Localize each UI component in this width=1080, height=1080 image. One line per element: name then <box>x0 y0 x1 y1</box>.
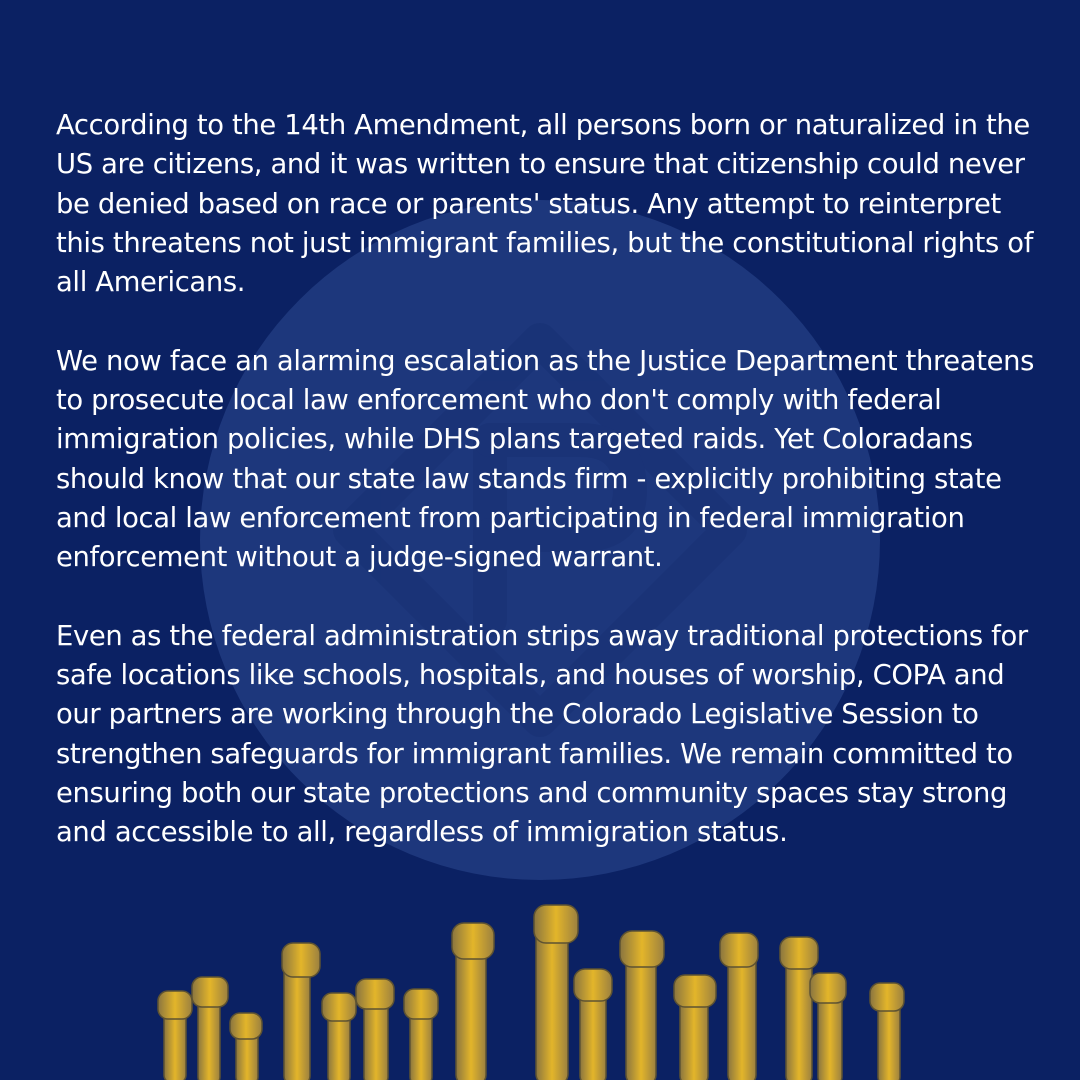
paragraph-14th-amendment: According to the 14th Amendment, all persons born or naturalized in the US are citizens, and it was written to ensure that citizenship could never be denied based on race or parents' status. Any attempt to reinterpret this threatens not just immigrant families, but the constitutional rights of all Americans. <box>56 110 1034 299</box>
statement-text <box>56 106 1056 892</box>
paragraph-justice-department: We now face an alarming escalation as the Justice Department threatens to prosecute local law enforcement who don't comply with federal immigration policies, while DHS plans targeted raids. Yet Coloradans should know that our state law stands firm - explicitly prohibiting state and local law enforcement from participating in federal immigration enforcement without a judge-signed warrant. <box>56 345 1035 574</box>
paragraph-safe-locations: Even as the federal administration strips away traditional protections for safe locations like schools, hospitals, and houses of worship, COPA and our partners are working through the Colorado Legislative Session to strengthen safeguards for immigrant families. We remain committed to ensuring both our state protections and community spaces stay strong and accessible to all, regardless of immigration status. <box>56 620 1028 849</box>
raised-fists-illustration-icon <box>150 895 930 1080</box>
